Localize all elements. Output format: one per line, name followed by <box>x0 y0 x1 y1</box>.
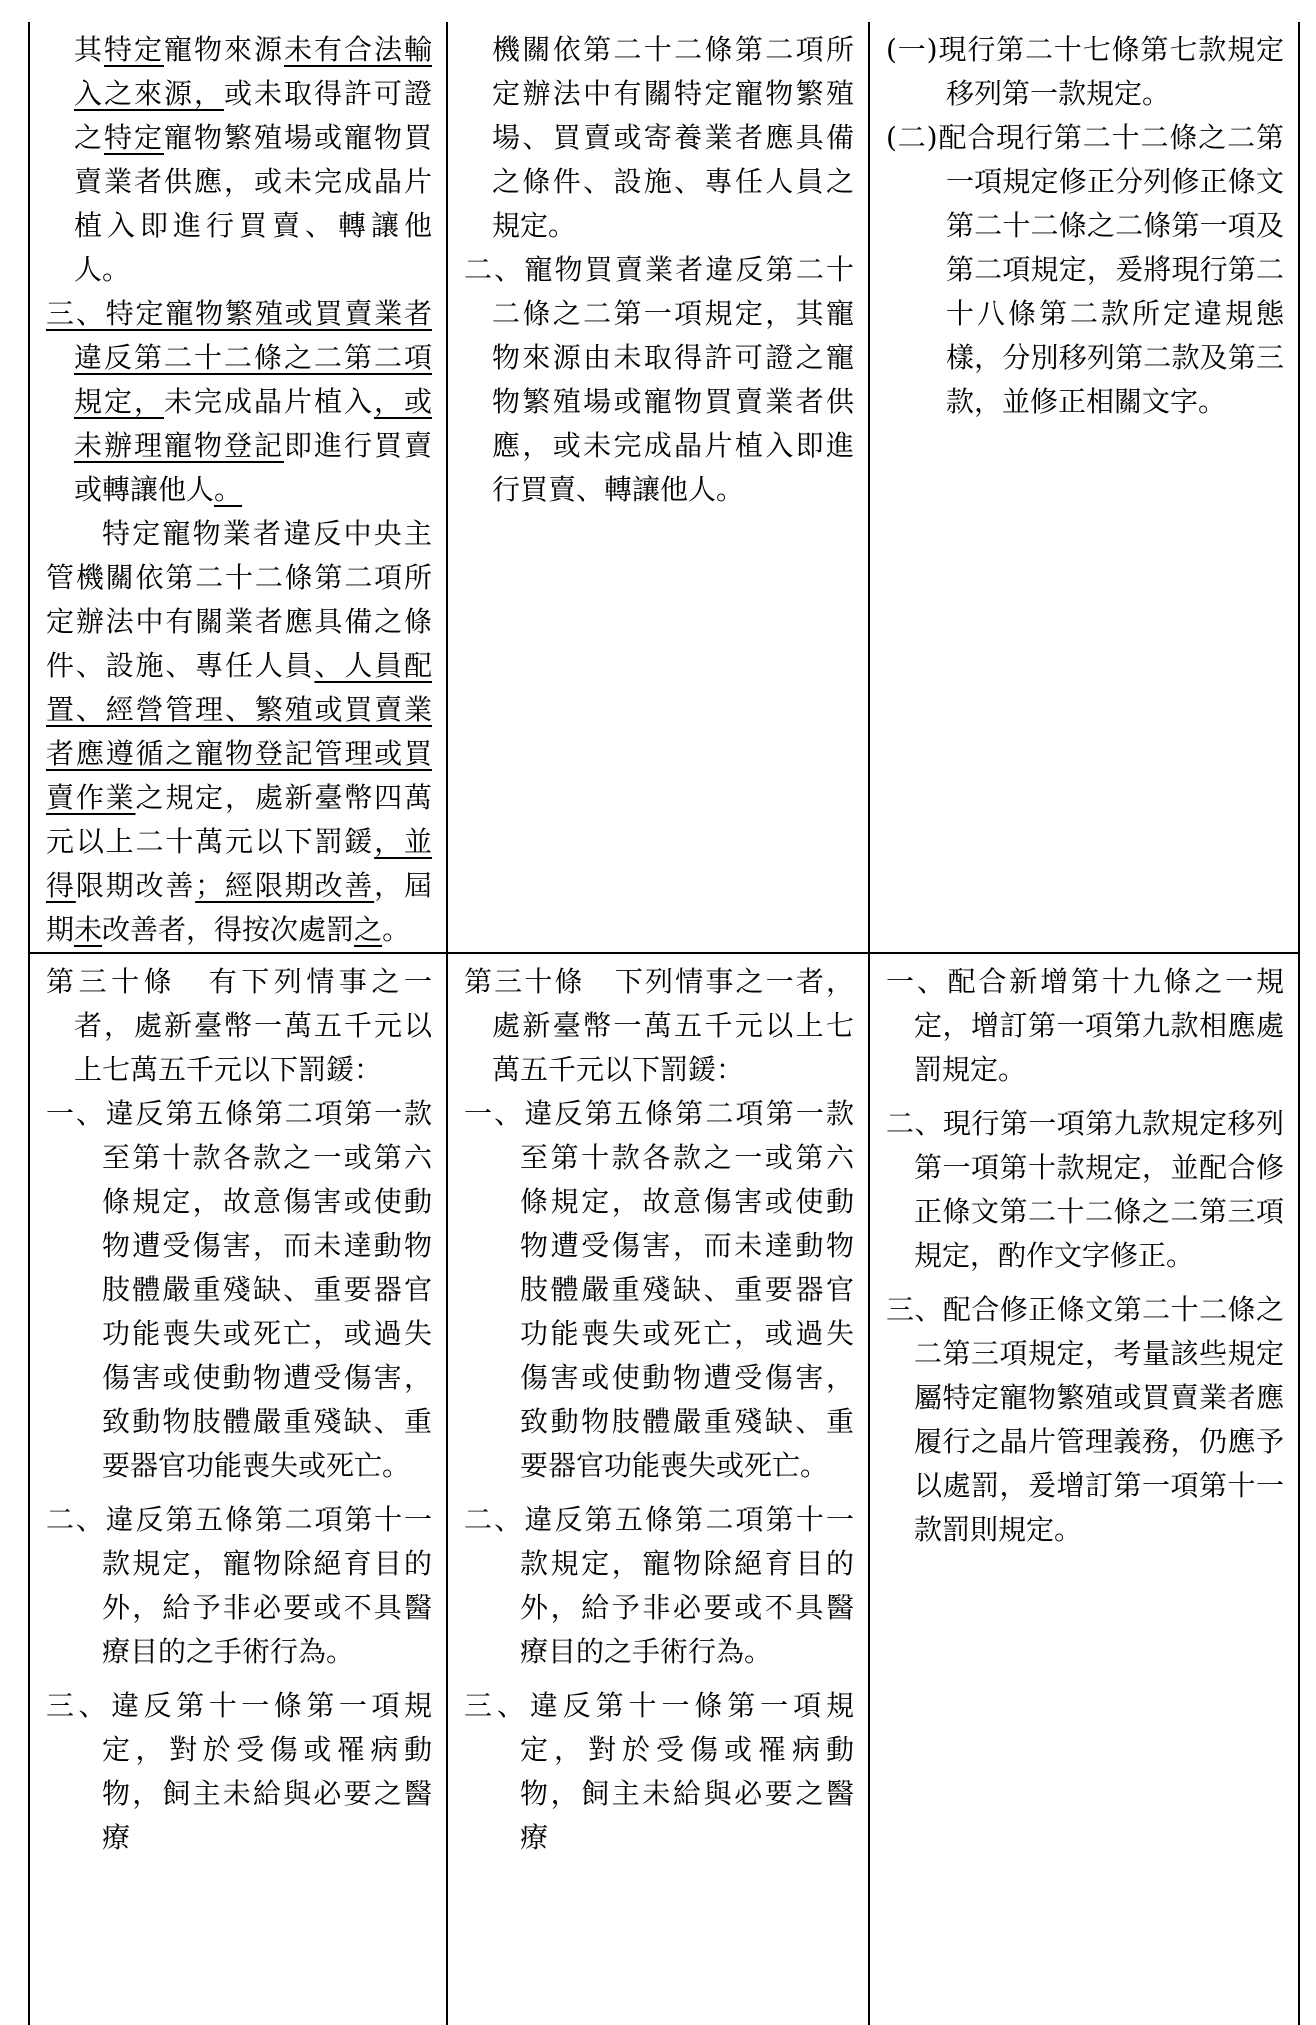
underlined-amendment-text: ；經限期改善 <box>195 869 375 902</box>
explanation-item-2: 二、現行第一項第九款規定移列第一項第十款規定，並配合修正條文第二十二條之二第三項規定，酌作文字修正。 <box>886 1107 1284 1272</box>
amended-paragraph-3 <box>46 512 432 952</box>
document-page <box>28 22 1298 1902</box>
underlined-amendment-text: 特定 <box>104 121 164 154</box>
underlined-amendment-text: ，並得 <box>46 825 432 902</box>
underlined-amendment-text: 。 <box>214 473 243 506</box>
table-row <box>29 22 1299 953</box>
amended-text-cell <box>29 22 447 953</box>
underlined-amendment-text: 未 <box>74 913 103 946</box>
table-row <box>29 953 1299 2025</box>
text-segment: 限期改善 <box>75 869 196 902</box>
article-item-2: 二、違反第五條第二項第十一款規定，寵物除絕育目的外，給予非必要或不具醫療目的之手術行為。 <box>46 1503 432 1668</box>
comparison-table <box>28 22 1300 2025</box>
current-text-cell <box>447 22 869 953</box>
explanation-item-2: (二)配合現行第二十二條之二第一項規定修正分列修正條文第二十二條之二條第一項及第二項規定，爰將現行第二十八條第二款所定違規態樣，分別移列第二款及第三款，並修正相關文字。 <box>886 121 1284 418</box>
current-paragraph-1: 機關依第二十二條第二項所定辦法中有關特定寵物繁殖場、買賣或寄養業者應具備之條件、設施、專任人員之規定。 <box>492 33 854 242</box>
current-text-cell <box>447 953 869 2025</box>
article-item-1: 一、違反第五條第二項第一款至第十款各款之一或第六條規定，故意傷害或使動物遭受傷害，而未達動物肢體嚴重殘缺、重要器官功能喪失或死亡，或過失傷害或使動物遭受傷害，致動物肢體嚴重殘缺、重要器官功能喪失或死亡。 <box>464 1097 854 1482</box>
explanation-cell <box>869 953 1299 2025</box>
text-segment: 或未取得許可證之 <box>74 77 432 154</box>
underlined-amendment-text: 、人員配置、經營管理、繁殖或買賣業者應遵循之寵物登記管理或買賣作業 <box>46 649 432 814</box>
text-segment: ，屆期 <box>46 869 432 946</box>
article-heading: 第三十條 下列情事之一者，處新臺幣一萬五千元以上七萬五千元以下罰鍰： <box>464 965 854 1086</box>
amended-paragraph-2 <box>46 292 432 512</box>
explanation-item-3: 三、配合修正條文第二十二條之二第三項規定，考量該些規定屬特定寵物繁殖或買賣業者應履行之晶片管理義務，仍應予以處罰，爰增訂第一項第十一款罰則規定。 <box>886 1293 1284 1546</box>
explanation-item-1: 一、配合新增第十九條之一規定，增訂第一項第九款相應處罰規定。 <box>886 965 1284 1086</box>
text-segment: 寵物繁殖場或寵物買賣業者供應，或未完成晶片植入即進行買賣、轉讓他人。 <box>74 121 432 286</box>
article-item-3: 三、違反第十一條第一項規定，對於受傷或罹病動物，飼主未給與必要之醫療 <box>464 1689 854 1854</box>
current-paragraph-2: 二、寵物買賣業者違反第二十二條之二第一項規定，其寵物來源由未取得許可證之寵物繁殖場或寵物買賣業者供應，或未完成晶片植入即進行買賣、轉讓他人。 <box>464 253 854 506</box>
text-segment: 特定寵物業者違反中央主管機關依第二十二條第二項所定辦法中有關業者應具備之條件、設施、專任人員 <box>46 517 432 682</box>
explanation-item-1: (一)現行第二十七條第七款規定移列第一款規定。 <box>886 33 1284 110</box>
text-segment: 寵物來源 <box>164 33 284 66</box>
explanation-cell <box>869 22 1299 953</box>
underlined-amendment-text: ，或未辦理寵物登記 <box>74 385 432 462</box>
article-item-2: 二、違反第五條第二項第十一款規定，寵物除絕育目的外，給予非必要或不具醫療目的之手術行為。 <box>464 1503 854 1668</box>
article-heading: 第三十條 有下列情事之一者，處新臺幣一萬五千元以上七萬五千元以下罰鍰： <box>46 965 432 1086</box>
underlined-amendment-text: 之 <box>354 913 383 946</box>
text-segment: 。 <box>382 913 411 946</box>
underlined-amendment-text: 三、特定寵物繁殖或買賣業者違反第二十二條之二第二項規定， <box>46 297 432 418</box>
text-segment: 其 <box>74 33 104 66</box>
text-segment: 之規定，處新臺幣四萬元以上二十萬元以下罰鍰 <box>46 781 432 858</box>
article-item-1: 一、違反第五條第二項第一款至第十款各款之一或第六條規定，故意傷害或使動物遭受傷害，而未達動物肢體嚴重殘缺、重要器官功能喪失或死亡，或過失傷害或使動物遭受傷害，致動物肢體嚴重殘缺、重要器官功能喪失或死亡。 <box>46 1097 432 1482</box>
underlined-amendment-text: 未有合法輸入之來源， <box>74 33 432 110</box>
article-item-3: 三、違反第十一條第一項規定，對於受傷或罹病動物，飼主未給與必要之醫療 <box>46 1689 432 1854</box>
amended-paragraph-1 <box>46 28 432 292</box>
underlined-amendment-text: 特定 <box>104 33 164 66</box>
text-segment: 改善者，得按次處罰 <box>102 913 355 946</box>
text-segment: 即進行買賣或轉讓他人 <box>74 429 432 506</box>
text-segment: 未完成晶片植入 <box>164 385 374 418</box>
amended-text-cell <box>29 953 447 2025</box>
